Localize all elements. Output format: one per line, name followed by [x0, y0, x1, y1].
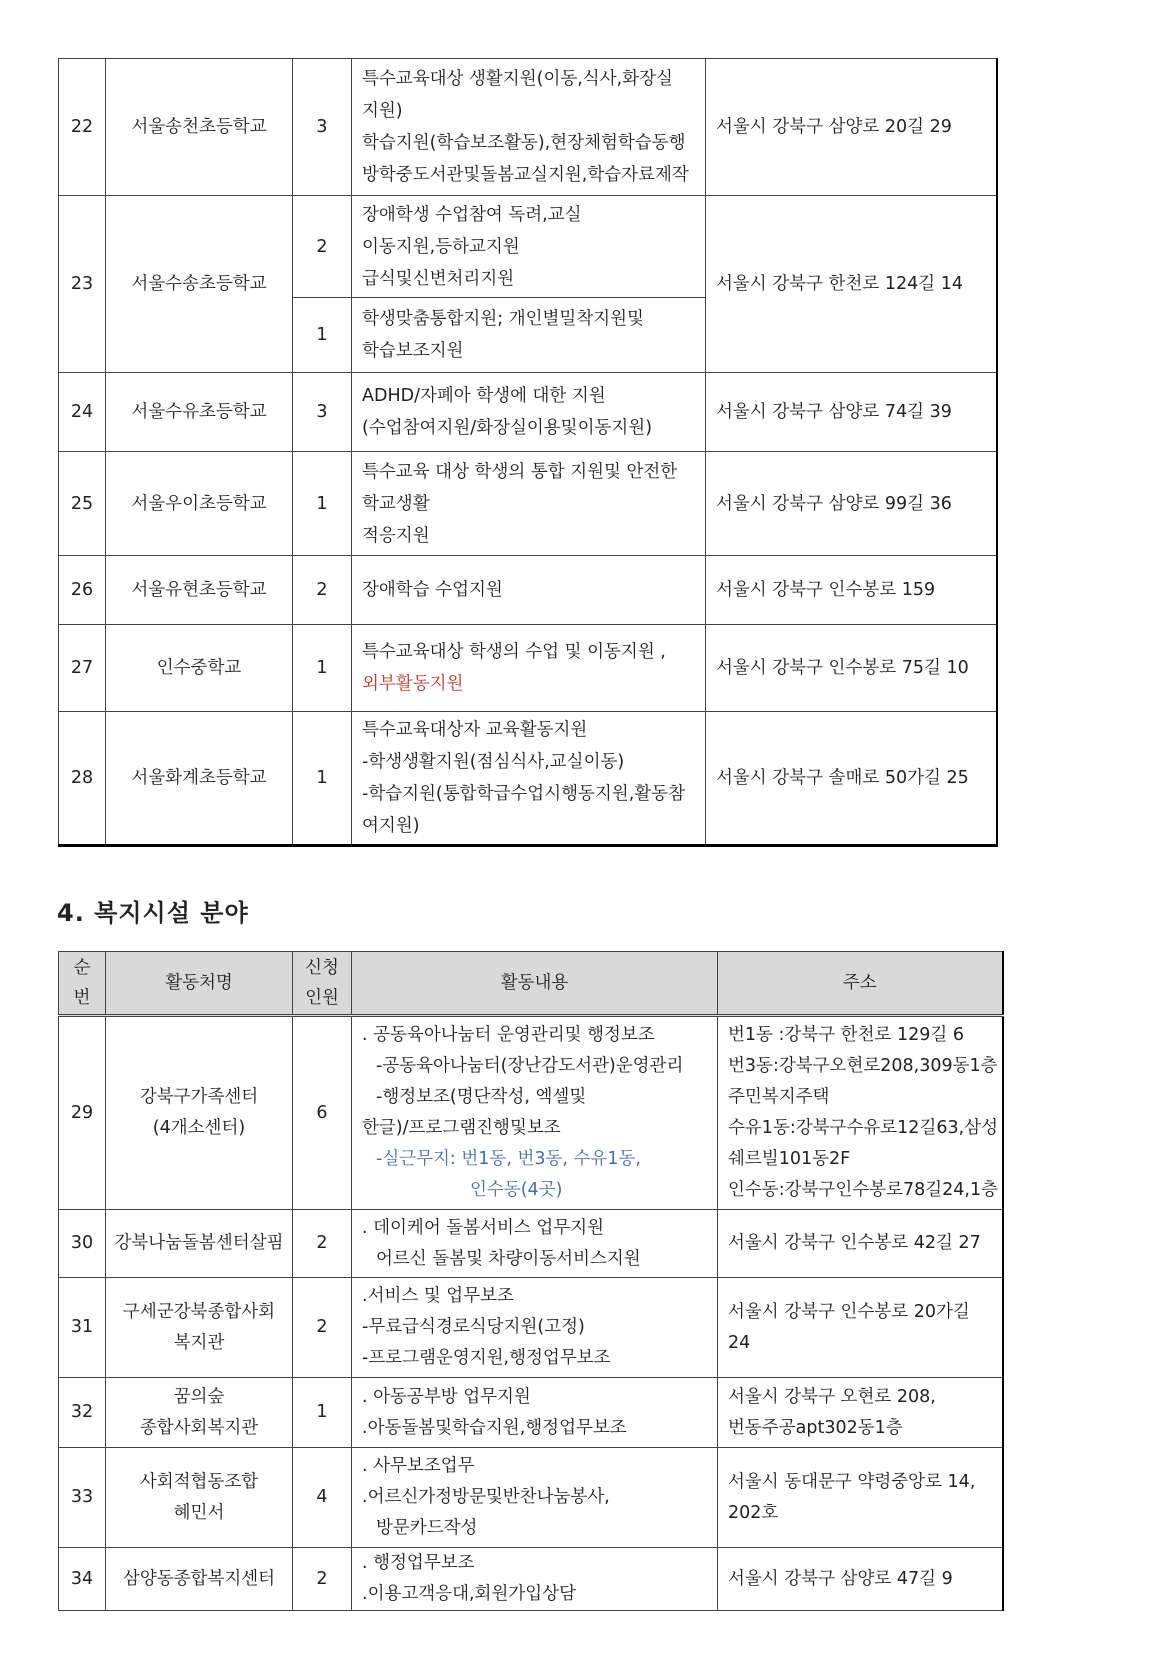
activity-description: . 데이케어 돌봄서비스 업무지원 어르신 돌봄및 차량이동서비스지원	[352, 1210, 718, 1278]
row-number: 26	[59, 556, 106, 625]
address: 서울시 강북구 인수봉로 159	[706, 556, 997, 625]
organization-name: 삼양동종합복지센터	[106, 1548, 293, 1611]
address: 서울시 강북구 삼양로 74길 39	[706, 373, 997, 452]
section-title: 4. 복지시설 분야	[57, 899, 249, 927]
applicant-count: 1	[293, 625, 352, 712]
table-row	[59, 556, 997, 625]
row-number: 23	[59, 196, 106, 373]
activity-description: . 사무보조업무 .어르신가정방문및반찬나눔봉사, 방문카드작성	[352, 1448, 718, 1548]
applicant-count: 1	[293, 298, 352, 373]
row-number: 27	[59, 625, 106, 712]
address: 서울시 강북구 솔매로 50가길 25	[706, 712, 997, 846]
header-count: 신청 인원	[293, 952, 352, 1016]
address: 서울시 강북구 인수봉로 75길 10	[706, 625, 997, 712]
activity-description: .서비스 및 업무보조 -무료급식경로식당지원(고정) -프로그램운영지원,행정업무보조	[352, 1278, 718, 1378]
applicant-count: 1	[293, 712, 352, 846]
table-row	[59, 712, 997, 846]
row-number: 31	[59, 1278, 106, 1378]
row-number: 33	[59, 1448, 106, 1548]
address: 서울시 강북구 삼양로 20길 29	[706, 59, 997, 196]
activity-description: . 아동공부방 업무지원 .아동돌봄및학습지원,행정업무보조	[352, 1378, 718, 1448]
activity-description: 특수교육 대상 학생의 통합 지원및 안전한 학교생활 적응지원	[352, 452, 706, 556]
applicant-count: 6	[293, 1016, 352, 1210]
applicant-count: 1	[293, 1378, 352, 1448]
address: 서울시 강북구 인수봉로 20가길 24	[718, 1278, 1003, 1378]
table-row	[59, 1378, 1003, 1448]
table-row	[59, 196, 997, 298]
applicant-count: 2	[293, 1548, 352, 1611]
table-row	[59, 1448, 1003, 1548]
applicant-count: 2	[293, 1278, 352, 1378]
organization-name: 사회적협동조합 혜민서	[106, 1448, 293, 1548]
organization-name: 서울수송초등학교	[106, 196, 293, 373]
activity-description: 특수교육대상 학생의 수업 및 이동지원 , 외부활동지원	[352, 625, 706, 712]
address: 서울시 강북구 한천로 124길 14	[706, 196, 997, 373]
row-number: 30	[59, 1210, 106, 1278]
organization-name: 강북구가족센터 (4개소센터)	[106, 1016, 293, 1210]
activity-description: . 공동육아나눔터 운영관리및 행정보조 -공동육아나눔터(장난감도서관)운영관리 -행정보조(명단작성, 엑셀및 한글)/프로그램진행및보조 -실근무지: 번1동, 번3동, 수유1동, 인수동(4곳)	[352, 1016, 718, 1210]
organization-name: 구세군강북종합사회 복지관	[106, 1278, 293, 1378]
table-row	[59, 625, 997, 712]
address: 서울시 강북구 오현로 208, 번동주공apt302동1층	[718, 1378, 1003, 1448]
table-row	[59, 452, 997, 556]
row-number: 32	[59, 1378, 106, 1448]
welfare-facility-table	[58, 951, 1004, 1611]
address: 번1동 :강북구 한천로 129길 6 번3동:강북구오현로208,309동1층 주민복지주택 수유1동:강북구수유로12길63,삼성 쉐르빌101동2F 인수동:강북구인수봉로78길24,1층	[718, 1016, 1003, 1210]
activity-description: 특수교육대상 생활지원(이동,식사,화장실 지원) 학습지원(학습보조활동),현장체험학습동행 방학중도서관및돌봄교실지원,학습자료제작	[352, 59, 706, 196]
applicant-count: 2	[293, 1210, 352, 1278]
row-number: 34	[59, 1548, 106, 1611]
address: 서울시 동대문구 약령중앙로 14, 202호	[718, 1448, 1003, 1548]
table-row	[59, 373, 997, 452]
applicant-count: 2	[293, 556, 352, 625]
row-number: 29	[59, 1016, 106, 1210]
row-number: 24	[59, 373, 106, 452]
applicant-count: 3	[293, 373, 352, 452]
address: 서울시 강북구 삼양로 99길 36	[706, 452, 997, 556]
row-number: 22	[59, 59, 106, 196]
table-row	[59, 59, 997, 196]
address: 서울시 강북구 삼양로 47길 9	[718, 1548, 1003, 1611]
table-row	[59, 1548, 1003, 1611]
row-number: 25	[59, 452, 106, 556]
header-address: 주소	[718, 952, 1003, 1016]
organization-name: 강북나눔돌봄센터살핌	[106, 1210, 293, 1278]
table-row	[59, 1016, 1003, 1210]
highlighted-activity: 외부활동지원	[362, 674, 464, 694]
activity-description: 특수교육대상자 교육활동지원 -학생생활지원(점심식사,교실이동) -학습지원(통합학급수업시행동지원,활동참 여지원)	[352, 712, 706, 846]
activity-description: 장애학습 수업지원	[352, 556, 706, 625]
header-number: 순 번	[59, 952, 106, 1016]
table-header-row	[59, 952, 1003, 1016]
table-row	[59, 1210, 1003, 1278]
row-number: 28	[59, 712, 106, 846]
activity-description: 장애학생 수업참여 독려,교실 이동지원,등하교지원 급식및신변처리지원	[352, 196, 706, 298]
activity-description: ADHD/자폐아 학생에 대한 지원 (수업참여지원/화장실이용및이동지원)	[352, 373, 706, 452]
header-description: 활동내용	[352, 952, 718, 1016]
organization-name: 꿈의숲 종합사회복지관	[106, 1378, 293, 1448]
organization-name: 서울화계초등학교	[106, 712, 293, 846]
applicant-count: 3	[293, 59, 352, 196]
organization-name: 서울수유초등학교	[106, 373, 293, 452]
activity-description: 학생맞춤통합지원; 개인별밀착지원및 학습보조지원	[352, 298, 706, 373]
header-name: 활동처명	[106, 952, 293, 1016]
applicant-count: 4	[293, 1448, 352, 1548]
organization-name: 서울우이초등학교	[106, 452, 293, 556]
organization-name: 인수중학교	[106, 625, 293, 712]
organization-name: 서울송천초등학교	[106, 59, 293, 196]
applicant-count: 2	[293, 196, 352, 298]
school-activity-table	[58, 58, 998, 847]
table-row	[59, 1278, 1003, 1378]
organization-name: 서울유현초등학교	[106, 556, 293, 625]
address: 서울시 강북구 인수봉로 42길 27	[718, 1210, 1003, 1278]
applicant-count: 1	[293, 452, 352, 556]
activity-description: . 행정업무보조 .이용고객응대,회원가입상담	[352, 1548, 718, 1611]
